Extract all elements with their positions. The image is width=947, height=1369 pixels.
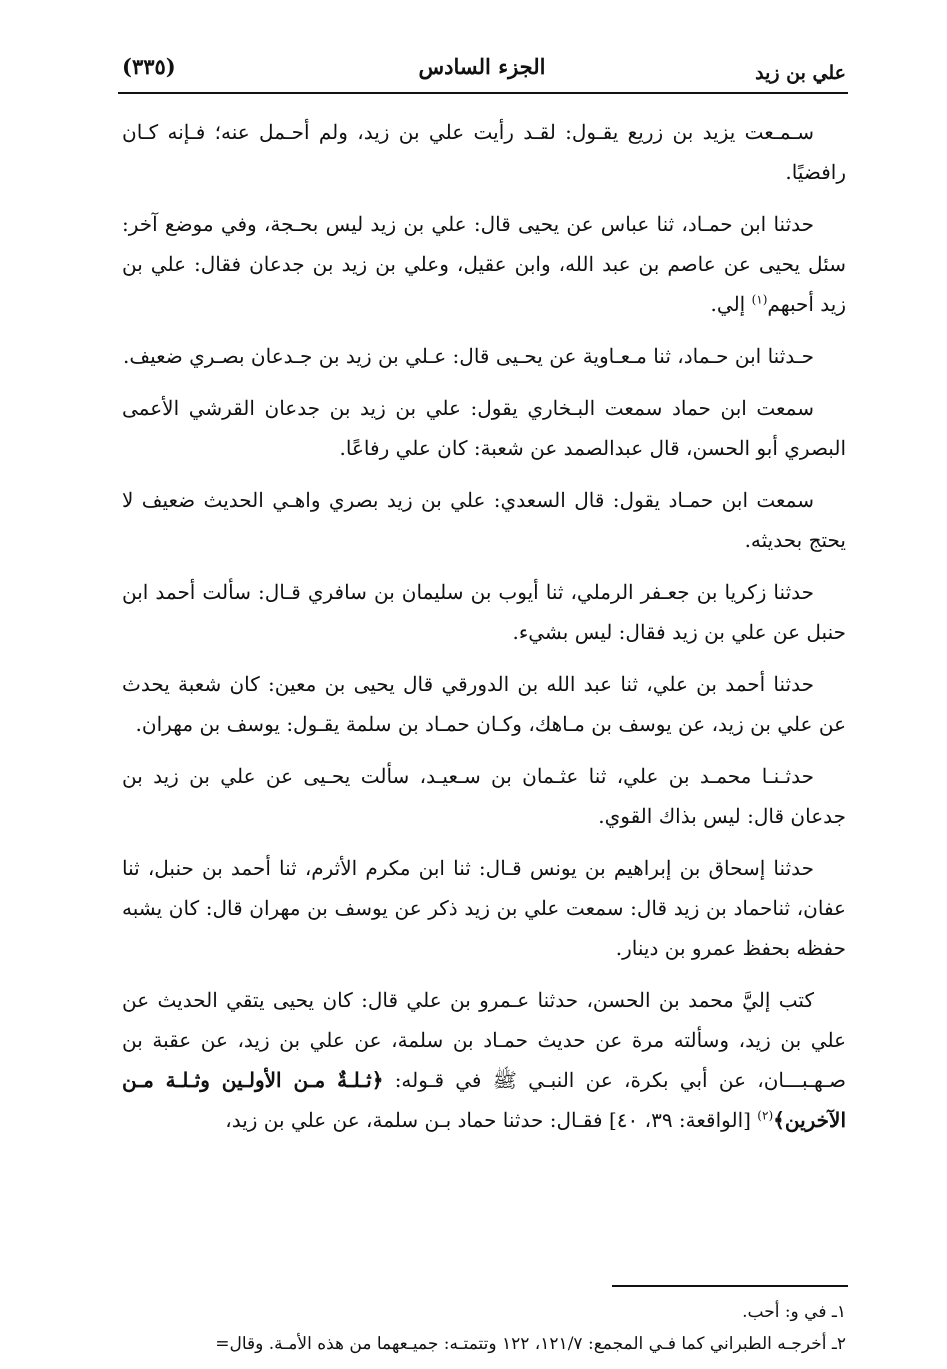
quran-verse: ﴿ثـلـةٌ مـن الأولـين وثـلـة مـن الآخرين﴾ bbox=[122, 1068, 846, 1132]
paragraph: حدثنا إسحاق بن إبراهيم بن يونس قـال: ثنا ابن مكرم الأثرم، ثنا أحمد بن حنبل، ثنا عفان، ثناحماد بن زيد قال: سمعت علي بن زيد ذكر عن يوسف بن مهران قال: كان يشبه حفظه بحفظ عمرو بن دينار. bbox=[122, 856, 846, 960]
page-number: (٣٣٥) bbox=[122, 54, 176, 79]
paragraph: حدثنا أحمد بن علي، ثنا عبد الله بن الدورقي قال يحيى بن معين: كان شعبة يحدث عن علي بن زيد، عن يوسف بن مـاهك، وكـان حمـاد بن سلمة يقـول: يوسف بن مهران. bbox=[122, 672, 846, 736]
paragraph: سمعت ابن حمـاد يقول: قال السعدي: علي بن زيد بصري واهـي الحديث ضعيف لا يحتج بحديثه. bbox=[122, 488, 846, 552]
footnote: ٢ـ أخرجـه الطبراني كما فـي المجمع: ١٢١/٧، ١٢٢ وتتمتـه: جميـعهما من هذه الأمـة. وقال= bbox=[215, 1334, 846, 1354]
paragraph: سـمـعت يزيد بن زريع يقـول: لقـد رأيت علي بن زيد، ولم أحـمل عنه؛ فـإنه كـان رافضيًا. bbox=[122, 120, 846, 184]
main-text bbox=[122, 112, 846, 1152]
paragraph: حدثنا زكريا بن جعـفر الرملي، ثنا أيوب بن سليمان بن سافري قـال: سألت أحمد ابن حنبل عن علي بن زيد فقال: ليس بشيء. bbox=[122, 580, 846, 644]
footnote: ١ـ في و: أحب. bbox=[742, 1302, 846, 1322]
paragraph: حـدثنا ابن حـماد، ثنا مـعـاوية عن يحـيى قال: عـلي بن زيد بن جـدعان بصـري ضعيف. bbox=[123, 344, 814, 368]
running-title: علي بن زيد bbox=[755, 62, 846, 84]
footnote-ref: (١) bbox=[751, 292, 768, 307]
footnotes bbox=[110, 1296, 846, 1360]
paragraph: سمعت ابن حماد سمعت البـخاري يقول: علي بن زيد بن جدعان القرشي الأعمى البصري أبو الحسن، قال عبدالصمد عن شعبة: كان علي رفاعًا. bbox=[122, 396, 846, 460]
paragraph: حدثـنـا محمـد بن علي، ثنا عثـمان بن سـعيـد، سألت يحـيى عن علي بن زيد بن جدعان قال: ليس بذاك القوي. bbox=[122, 764, 846, 828]
volume-title: الجزء السادس bbox=[418, 54, 546, 79]
paragraph-last: كتب إليَّ محمد بن الحسن، حدثنا عـمرو بن علي قال: كان يحيى يتقي الحديث عن علي بن زيد، وسألته مرة عن حديث حمـاد بن سلمة، عن علي بن زيد، عن عقبة بن صـهـبـــان، عن أبي بكرة، عن النبـي ﷺ في قـوله: ﴿ثـلـةٌ مـن الأولـين وثـلـة مـن الآخرين﴾$^{(٢)}$ [الواقعة: ٣٩، ٤٠] فقـال: حدثنا حماد بـن سلمة، عن علي بن زيد، bbox=[122, 988, 847, 1132]
footnote-rule bbox=[612, 1285, 848, 1287]
header-rule bbox=[118, 92, 848, 94]
footnote-ref: (٢) bbox=[757, 1108, 774, 1123]
page-header bbox=[118, 52, 846, 92]
paragraph: حدثنا ابن حمـاد، ثنا عباس عن يحيى قال: علي بن زيد ليس بحـجة، وفي موضع آخر: سئل يحيى عن عاصم بن عبد الله، وابن عقيل، وعلي بن زيد بن جدعان فقال: علي بن زيد أحبهم$^{(١)}$ إلي. bbox=[122, 212, 846, 316]
